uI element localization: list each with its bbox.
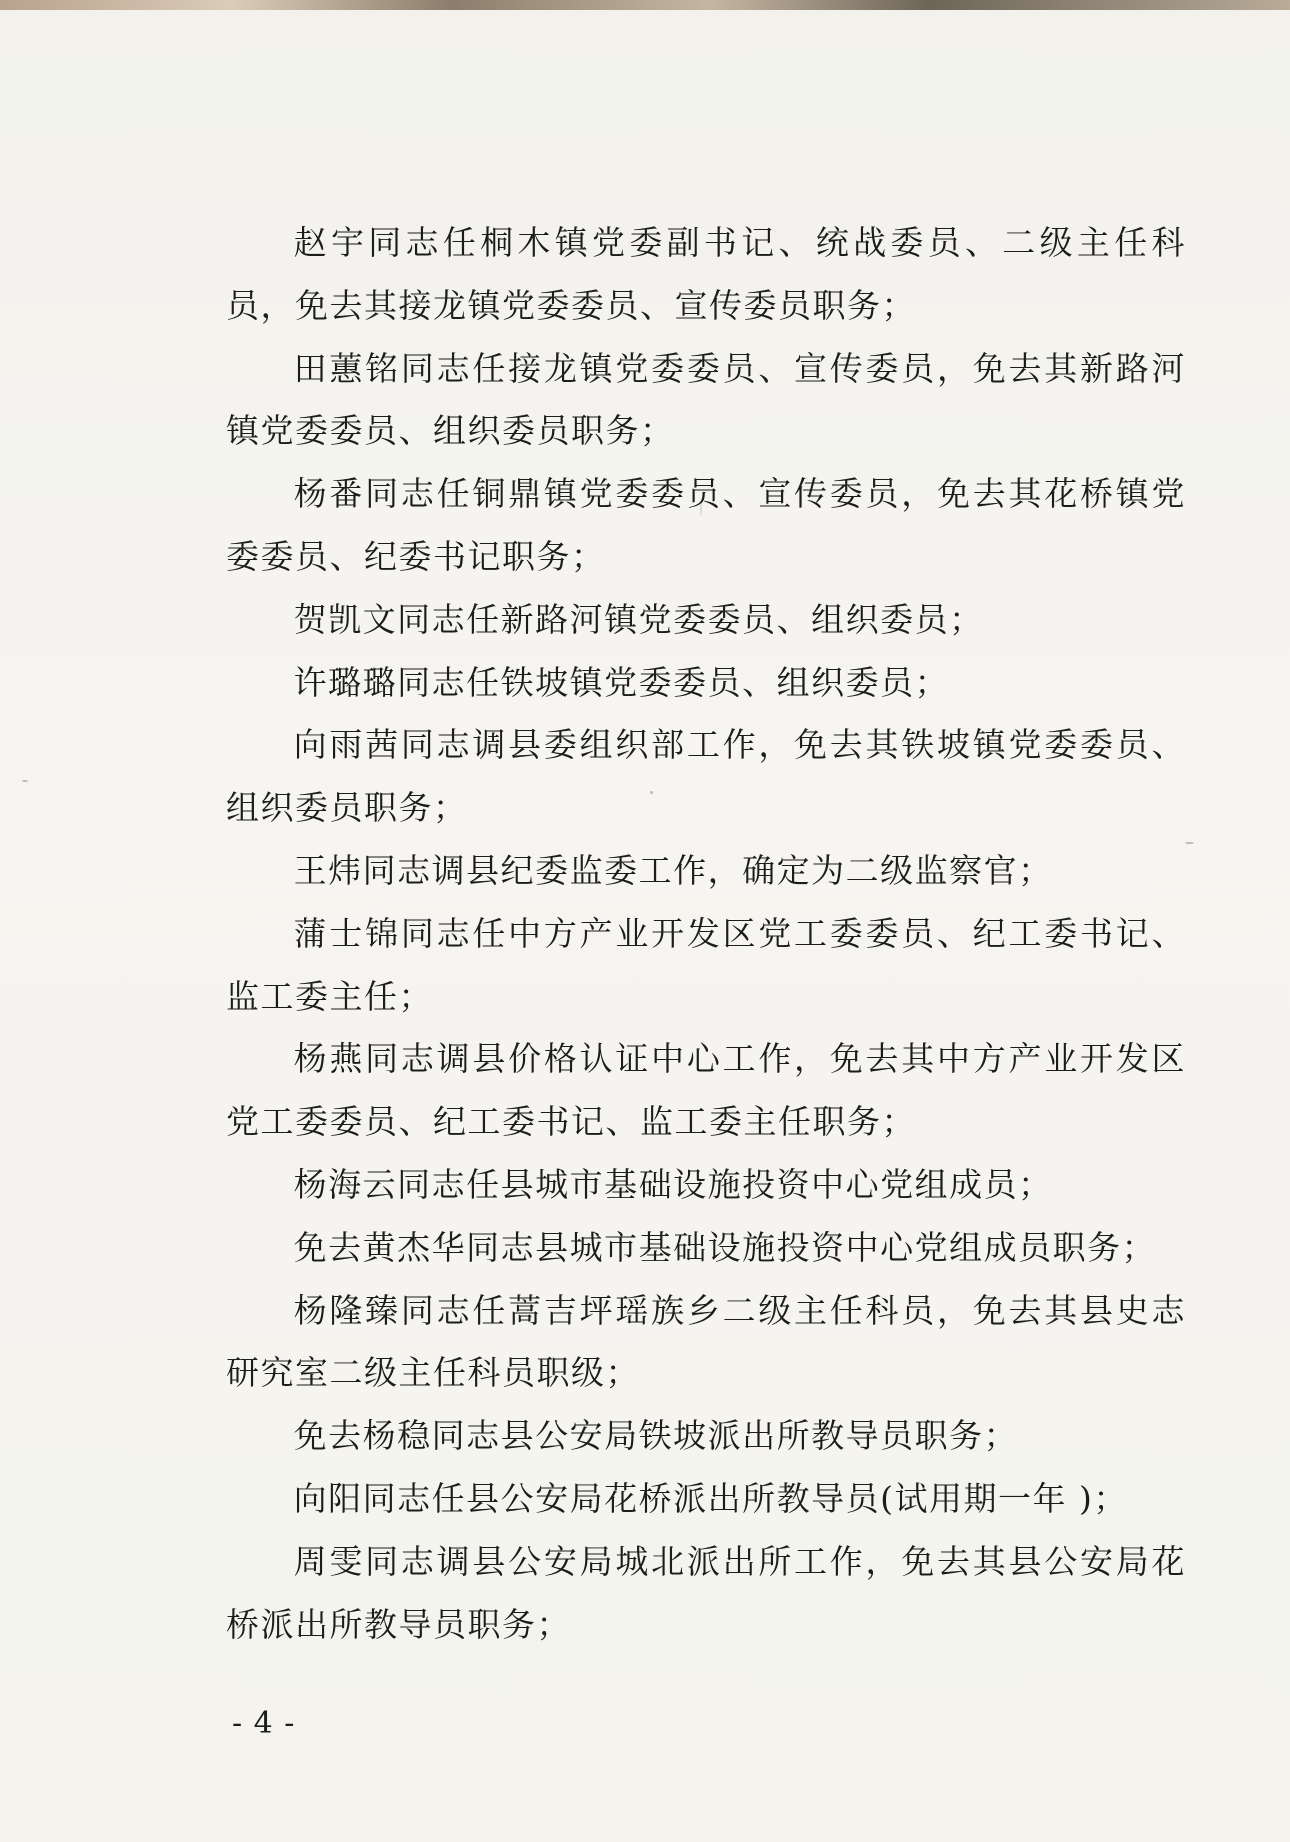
paragraph-7: 王炜同志调县纪委监委工作，确定为二级监察官； — [293, 850, 1053, 890]
paragraph-15: 周雯同志调县公安局城北派出所工作，免去其县公安局花桥派出所教导员职务； — [226, 1541, 1186, 1644]
scan-speck — [22, 780, 28, 782]
paragraph-2: 田蕙铭同志任接龙镇党委委员、宣传委员，免去其新路河镇党委委员、组织委员职务； — [226, 348, 1186, 451]
document-body — [226, 212, 1186, 1656]
paragraph-1: 赵宇同志任桐木镇党委副书记、统战委员、二级主任科员，免去其接龙镇党委委员、宣传委员职务； — [226, 223, 1186, 325]
paragraph-3: 杨番同志任铜鼎镇党委委员、宣传委员，免去其花桥镇党委委员、纪委书记职务； — [226, 474, 1186, 576]
paragraph-9: 杨燕同志调县价格认证中心工作，免去其中方产业开发区党工委委员、纪工委书记、监工委主任职务； — [226, 1039, 1186, 1142]
page-number: - 4 - — [232, 1706, 296, 1741]
top-edge-shadow — [0, 0, 1290, 10]
scan-speck — [650, 791, 653, 794]
paragraph-6: 向雨茜同志调县委组织部工作，免去其铁坡镇党委委员、组织委员职务； — [226, 725, 1186, 828]
paragraph-4: 贺凯文同志任新路河镇党委委员、组织委员； — [293, 599, 984, 639]
paragraph-5: 许璐璐同志任铁坡镇党委委员、组织委员； — [293, 662, 950, 702]
scan-speck — [700, 502, 702, 516]
paragraph-8: 蒲士锦同志任中方产业开发区党工委委员、纪工委书记、监工委主任； — [226, 913, 1186, 1016]
scan-speck — [1185, 842, 1194, 844]
paragraph-13: 免去杨稳同志县公安局铁坡派出所教导员职务； — [293, 1416, 1019, 1456]
paragraph-12: 杨隆臻同志任蒿吉坪瑶族乡二级主任科员，免去其县史志研究室二级主任科员职级； — [226, 1290, 1186, 1393]
paragraph-11: 免去黄杰华同志县城市基础设施投资中心党组成员职务； — [293, 1227, 1157, 1267]
paragraph-10: 杨海云同志任县城市基础设施投资中心党组成员； — [293, 1164, 1053, 1204]
paragraph-14: 向阳同志任县公安局花桥派出所教导员(试用期一年 )； — [293, 1478, 1128, 1518]
